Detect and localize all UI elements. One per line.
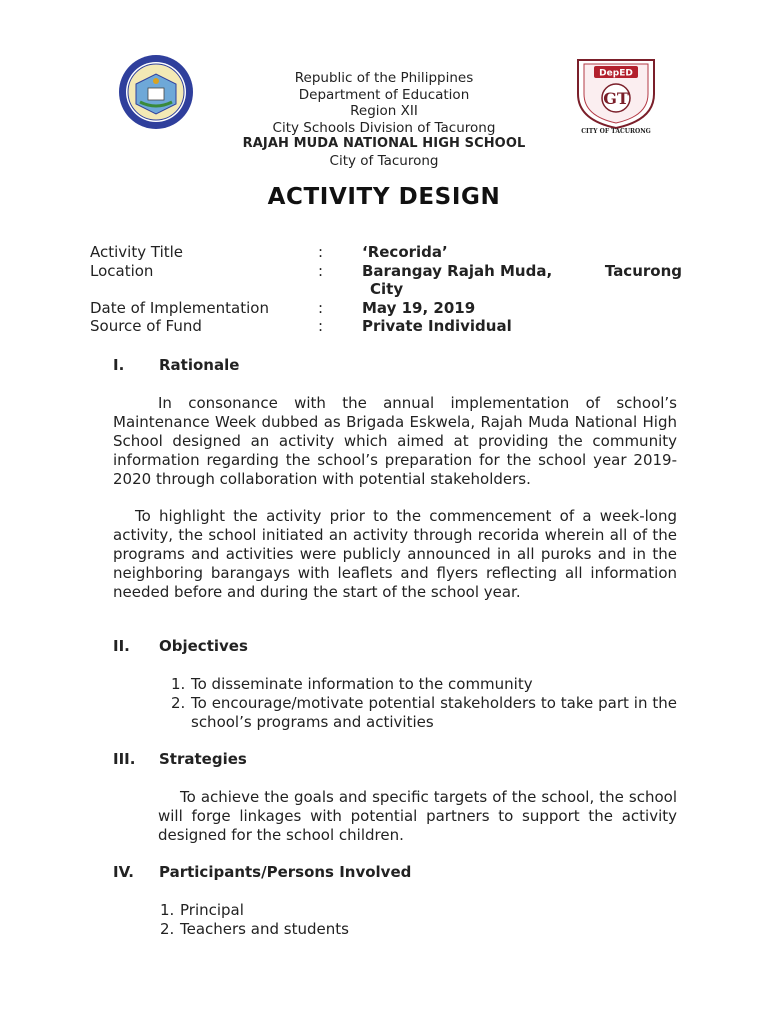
info-label: Date of Implementation: [90, 298, 269, 317]
objectives-list: [171, 675, 677, 732]
section-heading-strategies: [113, 750, 247, 768]
info-row-date: [90, 299, 682, 318]
info-label: Location: [90, 261, 154, 280]
activity-info-block: [90, 243, 682, 336]
list-item: [171, 675, 677, 694]
section-number: IV.: [113, 863, 134, 881]
location-part-tacurong: Tacurong: [604, 261, 682, 280]
list-item-number: 2.: [171, 694, 186, 712]
list-item: [160, 920, 560, 939]
header-city: City of Tacurong: [329, 152, 439, 169]
school-seal-icon: [118, 54, 194, 130]
list-item: [160, 901, 560, 920]
section-title: Rationale: [159, 356, 240, 374]
info-row-location: [90, 262, 682, 299]
section-heading-participants: [113, 863, 411, 881]
info-value: May 19, 2019: [362, 298, 476, 317]
location-part-barangay: Barangay Rajah Muda,: [362, 261, 553, 280]
info-label: Activity Title: [90, 243, 184, 261]
list-item-number: 1.: [171, 675, 186, 693]
strategies-paragraph: To achieve the goals and specific targets of the school, the school will forge linkages with potential partners to support the activity designed for the school children.: [158, 788, 677, 844]
list-item-number: 2.: [160, 920, 175, 938]
list-item: [171, 694, 677, 732]
list-item-number: 1.: [160, 901, 175, 919]
info-value: ‘Recorida’: [362, 243, 448, 261]
info-colon: :: [318, 243, 324, 261]
location-part-city: City: [370, 280, 404, 298]
info-row-activity-title: [90, 243, 682, 262]
info-label: Source of Fund: [90, 317, 202, 335]
info-colon: :: [318, 317, 324, 335]
header-line-division: City Schools Division of Tacurong: [272, 119, 496, 136]
letterhead: [200, 70, 568, 169]
section-number: II.: [113, 637, 130, 655]
header-line-department: Department of Education: [298, 86, 470, 103]
header-line-republic: Republic of the Philippines: [294, 70, 474, 86]
svg-text:CITY OF TACURONG: CITY OF TACURONG: [581, 128, 651, 134]
rationale-paragraph-1: In consonance with the annual implementation of school’s Maintenance Week dubbed as Brigada Eskwela, Rajah Muda National High School designed an activity which aimed at providing the community information regarding the school’s preparation for the school year 2019-2020 through collaboration with potential stakeholders.: [113, 394, 677, 488]
list-item-text: Teachers and students: [180, 920, 349, 938]
info-value: [362, 262, 682, 299]
header-school-name: RAJAH MUDA NATIONAL HIGH SCHOOL: [242, 136, 526, 151]
participants-list: [160, 901, 560, 939]
svg-text:GT: GT: [603, 89, 629, 108]
section-title: Strategies: [159, 750, 247, 768]
document-title: ACTIVITY DESIGN: [267, 184, 501, 210]
info-colon: :: [318, 261, 324, 280]
section-number: III.: [113, 750, 136, 768]
list-item-text: To disseminate information to the community: [191, 675, 533, 693]
info-colon: :: [318, 298, 324, 317]
list-item-text: Principal: [180, 901, 244, 919]
deped-seal-icon: [564, 54, 668, 134]
info-value: Private Individual: [362, 317, 512, 335]
section-title: Objectives: [159, 637, 248, 655]
list-item-text: To encourage/motivate potential stakeholders to take part in the school’s programs and activities: [191, 694, 677, 731]
info-row-fund: [90, 317, 682, 336]
section-heading-objectives: [113, 637, 248, 655]
header-line-region: Region XII: [350, 103, 418, 119]
svg-text:DepED: DepED: [599, 68, 633, 79]
section-number: I.: [113, 356, 125, 374]
section-heading-rationale: [113, 356, 239, 374]
rationale-paragraph-2: To highlight the activity prior to the commencement of a week-long activity, the school initiated an activity through recorida wherein all of the programs and activities were publicly announced in all puroks and in the neighboring barangays with leaflets and flyers reflecting all information needed before and during the start of the school year.: [113, 507, 677, 601]
section-title: Participants/Persons Involved: [159, 863, 412, 881]
